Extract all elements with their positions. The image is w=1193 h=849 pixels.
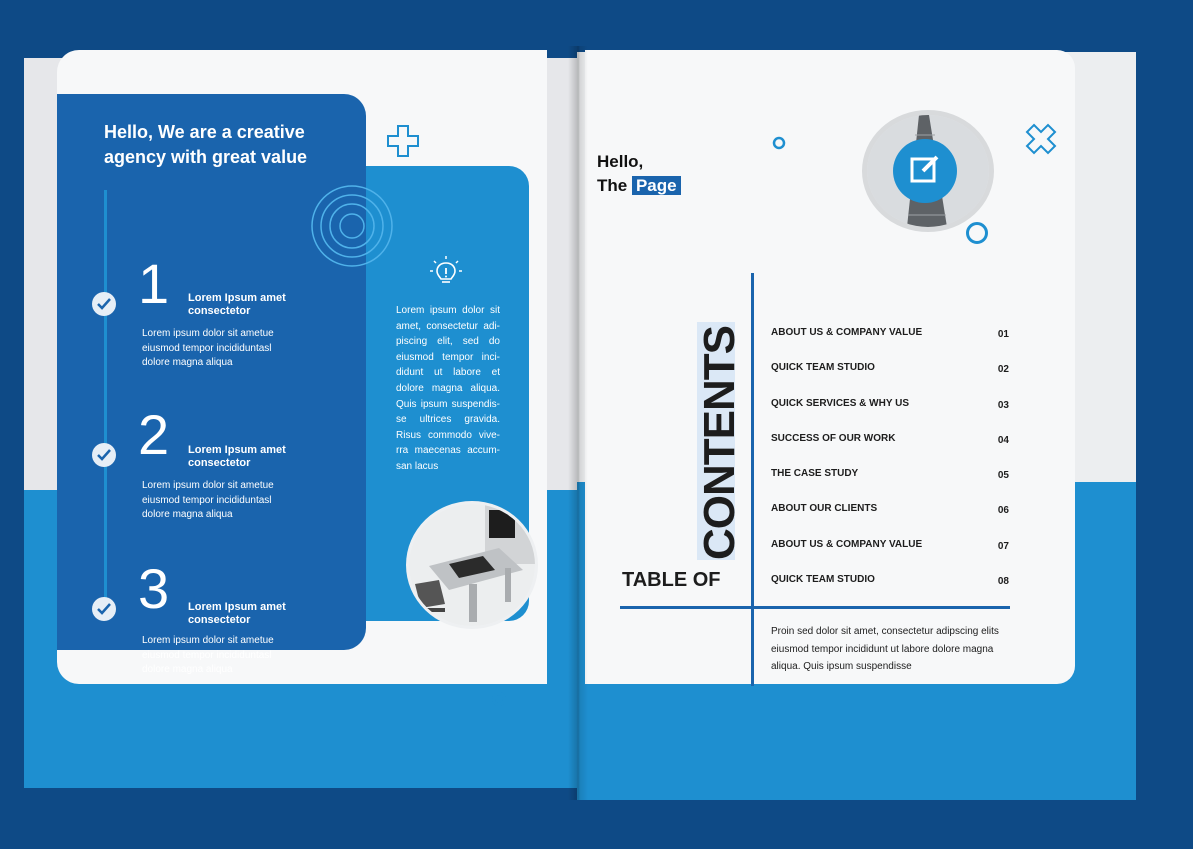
circle-decoration [966, 222, 988, 244]
toc-item[interactable] [771, 360, 1011, 395]
timeline-line [104, 190, 107, 612]
toc-page: 05 [997, 470, 1009, 482]
step-body: Lorem ipsum dolor sit ametue eiusmod tempor incididuntasl dolore magna aliqua [142, 480, 274, 520]
close-x-icon [1024, 122, 1058, 156]
hello-highlight: Page [632, 176, 681, 195]
toc-label: SUCCESS OF OUR WORK [771, 432, 896, 444]
toc-page: 02 [997, 364, 1009, 376]
check-icon [92, 292, 116, 316]
toc-item[interactable] [771, 572, 1011, 607]
contents-word: CONTENTS [695, 326, 744, 560]
hello-line-1: Hello, [597, 152, 644, 171]
hello-heading [597, 150, 681, 198]
step-heading: Lorem Ipsum amet consectetor [188, 444, 286, 469]
toc-page: 06 [997, 505, 1009, 517]
toc-label: QUICK TEAM STUDIO [771, 574, 875, 586]
toc-page: 01 [997, 329, 1009, 340]
toc-label: ABOUT US & COMPANY VALUE [771, 327, 923, 338]
step-number: 3 [138, 557, 170, 620]
plus-icon [386, 124, 420, 158]
toc-label: QUICK SERVICES & WHY US [771, 397, 909, 409]
toc-label: THE CASE STUDY [771, 468, 859, 480]
toc-item[interactable] [771, 537, 1011, 572]
check-icon [92, 597, 116, 621]
plus-icon [980, 686, 1010, 716]
concentric-rings [288, 176, 398, 286]
book-gutter-shadow [568, 46, 588, 800]
toc-item[interactable] [771, 431, 1011, 466]
hero-title: Hello, We are a creative agency with great value [104, 122, 308, 167]
step-number: 2 [138, 403, 170, 466]
step-body: Lorem ipsum dolor sit ametue eiusmod tempor incididuntasl dolore magna aliqua [142, 328, 274, 368]
toc-item[interactable] [771, 325, 1011, 360]
toc-label: QUICK TEAM STUDIO [771, 362, 875, 374]
toc-item[interactable] [771, 396, 1011, 431]
toc-page: 08 [997, 576, 1009, 588]
check-icon [92, 443, 116, 467]
hello-line-2 [597, 174, 681, 198]
building-photo [862, 110, 994, 232]
toc-item[interactable] [771, 466, 1011, 501]
toc-footer-text: Proin sed dolor sit amet, consectetur adipscing elits eiusmod tempor incididunt ut labore dolore magna aliqua. Quis ipsum suspendisse [771, 626, 999, 672]
small-circle-decoration [492, 692, 506, 706]
divider-vertical [751, 273, 754, 686]
toc-page: 04 [997, 434, 1009, 446]
toc-label: ABOUT OUR CLIENTS [771, 503, 878, 515]
step-number: 1 [138, 252, 170, 315]
step-heading: Lorem Ipsum amet consectetor [188, 601, 286, 626]
small-circle-decoration [771, 136, 787, 152]
step-heading: Lorem Ipsum amet consectetor [188, 292, 286, 317]
table-of-label: TABLE OF [622, 569, 721, 591]
toc-page: 03 [997, 399, 1009, 411]
toc-item[interactable] [771, 501, 1011, 536]
step-body: Lorem ipsum dolor sit ametue eiusmod tempor incididuntasl dolore magna aliqua [142, 635, 274, 675]
office-desk-photo [406, 501, 538, 629]
toc-page: 07 [997, 540, 1009, 552]
toc-label: ABOUT US & COMPANY VALUE [771, 538, 923, 550]
table-of-contents [771, 325, 1011, 607]
hello-prefix: The [597, 176, 628, 195]
body-paragraph: Lorem ipsum dolor sit amet, consectetur adi-piscing elit, sed do eiusmod tempor inci-didunt ut labore et dolore magna aliqua. Quis ipsum suspendis-se ultrices gravida. Risus commodo vive-rra maecenas accum-san lacus [396, 305, 500, 472]
lightbulb-icon [429, 255, 463, 289]
